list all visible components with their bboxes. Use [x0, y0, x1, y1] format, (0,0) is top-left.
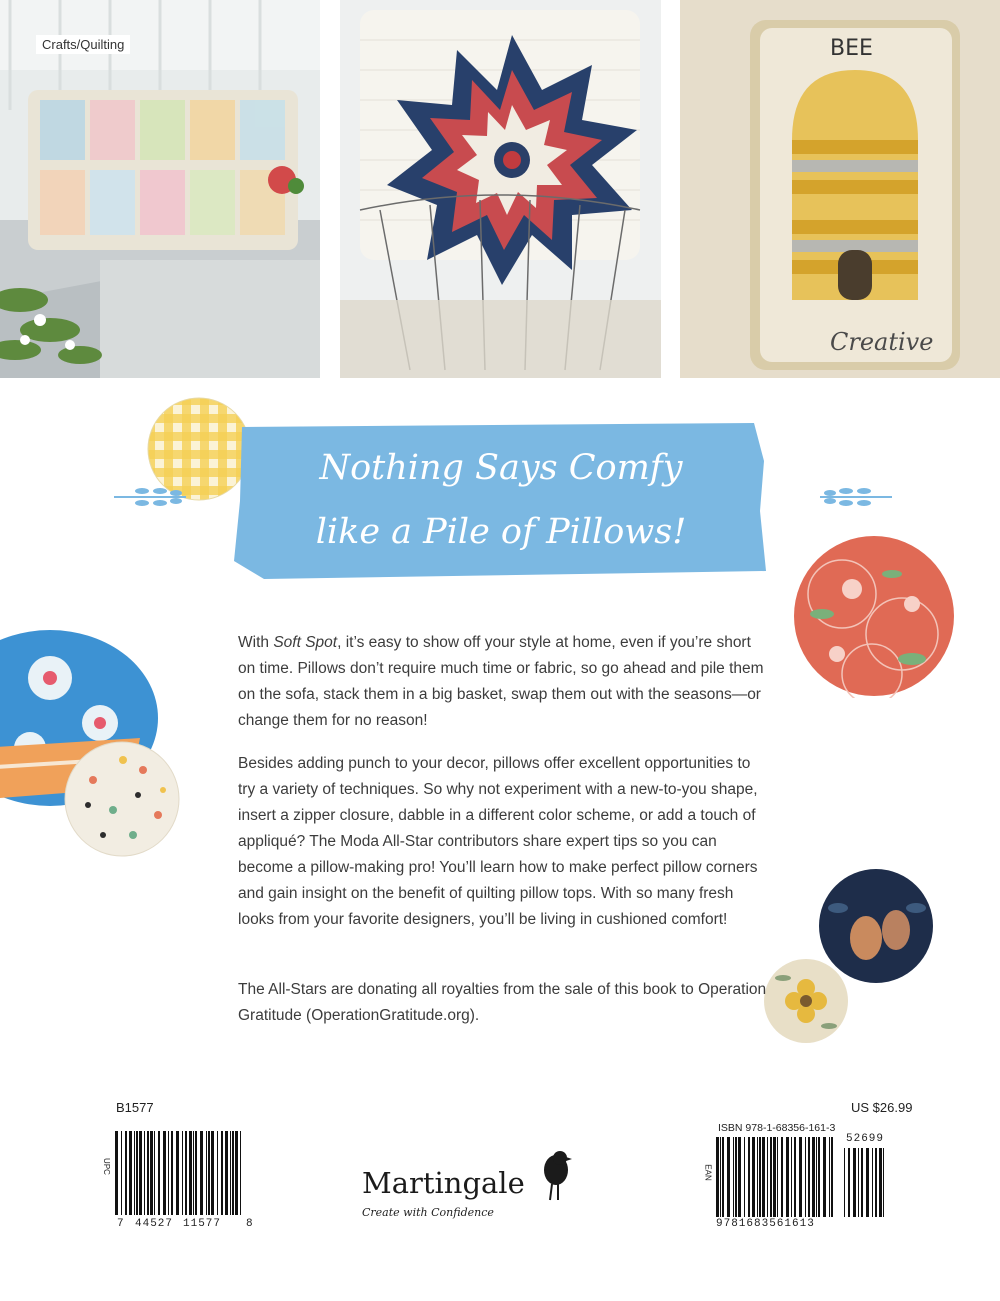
- barcode-bar: [829, 1137, 830, 1217]
- barcode-bar: [738, 1137, 741, 1217]
- barcode-bar: [794, 1137, 796, 1217]
- barcode-bar: [831, 1137, 833, 1217]
- yellow-flower-fabric-swatch: [763, 958, 849, 1044]
- barcode-bar: [791, 1137, 792, 1217]
- photo-bee-pillow: [680, 0, 1000, 378]
- barcode-bar: [720, 1137, 721, 1217]
- left-sprig-icon: [112, 485, 188, 509]
- category-tag: Crafts/Quilting: [36, 35, 130, 54]
- upc-digits-group-2: 11577: [183, 1218, 222, 1230]
- barcode-bar: [200, 1131, 203, 1215]
- headline-line-1: Nothing Says Comfy: [319, 448, 683, 488]
- creative-stitched-label: Creative: [830, 328, 934, 356]
- barcode-bar: [230, 1131, 231, 1215]
- barcode-bar: [193, 1131, 194, 1215]
- barcode-bar: [189, 1131, 192, 1215]
- barcode-bar: [136, 1131, 138, 1215]
- barcode-bar: [154, 1131, 155, 1215]
- barcode-bar: [773, 1137, 776, 1217]
- barcode-bar: [185, 1131, 187, 1215]
- upc-digit-right: 8: [246, 1218, 254, 1230]
- isbn-text: ISBN 978-1-68356-161-3: [718, 1122, 836, 1134]
- barcode-bar: [121, 1131, 122, 1215]
- barcode-bar: [858, 1148, 859, 1217]
- barcode-bar: [777, 1137, 778, 1217]
- barcode-bar: [818, 1137, 820, 1217]
- barcode-bar: [748, 1137, 750, 1217]
- barcode-bar: [752, 1137, 755, 1217]
- barcode-bar: [182, 1131, 183, 1215]
- ean-label: EAN: [703, 1164, 713, 1181]
- upc-label: UPC: [101, 1158, 111, 1175]
- publisher-name: Martingale: [362, 1166, 525, 1200]
- sku-code: B1577: [116, 1100, 154, 1115]
- barcode-bar: [786, 1137, 789, 1217]
- ean-barcode: [716, 1137, 836, 1217]
- bird-logo-icon: [538, 1148, 574, 1204]
- barcode-bar: [812, 1137, 815, 1217]
- barcode-bar: [805, 1137, 806, 1217]
- barcode-bar: [875, 1148, 877, 1217]
- barcode-bar: [770, 1137, 772, 1217]
- barcode-bar: [134, 1131, 135, 1215]
- barcode-bar: [767, 1137, 768, 1217]
- barcode-bar: [232, 1131, 234, 1215]
- barcode-bar: [168, 1131, 169, 1215]
- barcode-bar: [139, 1131, 142, 1215]
- publisher-logo: [362, 1166, 525, 1219]
- headline: [234, 436, 768, 564]
- barcode-bar: [158, 1131, 160, 1215]
- barcode-bar: [762, 1137, 765, 1217]
- photo-star-pillow: [0, 0, 320, 378]
- barcode-bar: [195, 1131, 197, 1215]
- barcode-bar: [208, 1131, 210, 1215]
- barcode-bar: [733, 1137, 734, 1217]
- barcode-bar: [129, 1131, 132, 1215]
- description-paragraph-2: Besides adding punch to your decor, pillows offer excellent opportunities to try a variety of techniques. So why not experiment with a new-to-you shape, insert a zipper closure, dabble in a different color scheme, or add a touch of appliqué? The Moda All-Star contributors share expert tips so you can become a pillow-making pro! You’ll learn how to make perfect pillow corners and gain insight on the benefit of quilting pillow tops. With so many fresh looks from your favorite designers, you’ll be living in cushioned comfort!: [238, 755, 758, 928]
- price: US $26.99: [851, 1100, 913, 1115]
- price-code-digits: 52699: [846, 1133, 885, 1145]
- ean-digits: 9781683561613: [716, 1218, 815, 1230]
- barcode-bar: [217, 1131, 218, 1215]
- barcode-bar: [866, 1148, 869, 1217]
- barcode-bar: [883, 1148, 884, 1217]
- barcode-bar: [176, 1131, 179, 1215]
- barcode-bar: [853, 1148, 856, 1217]
- barcode-bar: [872, 1148, 873, 1217]
- barcode-bar: [211, 1131, 214, 1215]
- barcode-bar: [225, 1131, 228, 1215]
- barcode-bar: [163, 1131, 166, 1215]
- barcode-bar: [848, 1148, 850, 1217]
- barcode-bar: [115, 1131, 118, 1215]
- headline-line-2: like a Pile of Pillows!: [315, 512, 687, 552]
- barcode-bar: [727, 1137, 730, 1217]
- barcode-bar: [808, 1137, 810, 1217]
- barcode-bar: [816, 1137, 817, 1217]
- barcode-bar: [823, 1137, 826, 1217]
- cream-print-fabric-swatch: [63, 740, 181, 858]
- barcode-bar: [799, 1137, 802, 1217]
- barcode-bar: [722, 1137, 724, 1217]
- bee-stitched-label: BEE: [830, 36, 873, 61]
- barcode-bar: [781, 1137, 783, 1217]
- barcode-bar: [716, 1137, 719, 1217]
- barcode-bar: [221, 1131, 223, 1215]
- barcode-bar: [735, 1137, 737, 1217]
- barcode-bar: [150, 1131, 153, 1215]
- publisher-tagline: Create with Confidence: [362, 1206, 494, 1219]
- barcode-bar: [171, 1131, 173, 1215]
- barcode-bar: [844, 1148, 845, 1217]
- right-sprig-icon: [818, 485, 894, 509]
- description-paragraph-3: The All-Stars are donating all royalties from the sale of this book to Operation Gratitude (OperationGratitude.org).: [238, 981, 767, 1024]
- barcode-bar: [147, 1131, 149, 1215]
- description-paragraph-1: With Soft Spot, it’s easy to show off your style at home, even if you’re short on time. Pillows don’t require much time or fabric, so go ahead and pile them on the sofa, stack them in a big basket, swap them out with the seasons—or change them for no reason!: [238, 634, 764, 729]
- barcode-bar: [757, 1137, 758, 1217]
- price-addon-barcode: [844, 1148, 886, 1217]
- barcode-bar: [861, 1148, 863, 1217]
- barcode-bar: [235, 1131, 238, 1215]
- red-floral-fabric-swatch: [792, 534, 956, 698]
- upc-digits-group-1: 44527: [135, 1218, 174, 1230]
- barcode-bar: [759, 1137, 761, 1217]
- upc-barcode: [115, 1131, 245, 1215]
- barcode-bar: [240, 1131, 241, 1215]
- barcode-bar: [125, 1131, 127, 1215]
- book-title: Soft Spot: [273, 634, 338, 651]
- barcode-bar: [744, 1137, 745, 1217]
- barcode-bar: [206, 1131, 207, 1215]
- photo-dresden-pillow: [340, 0, 661, 378]
- barcode-bar: [879, 1148, 882, 1217]
- upc-digit-left: 7: [117, 1218, 125, 1230]
- barcode-bar: [144, 1131, 145, 1215]
